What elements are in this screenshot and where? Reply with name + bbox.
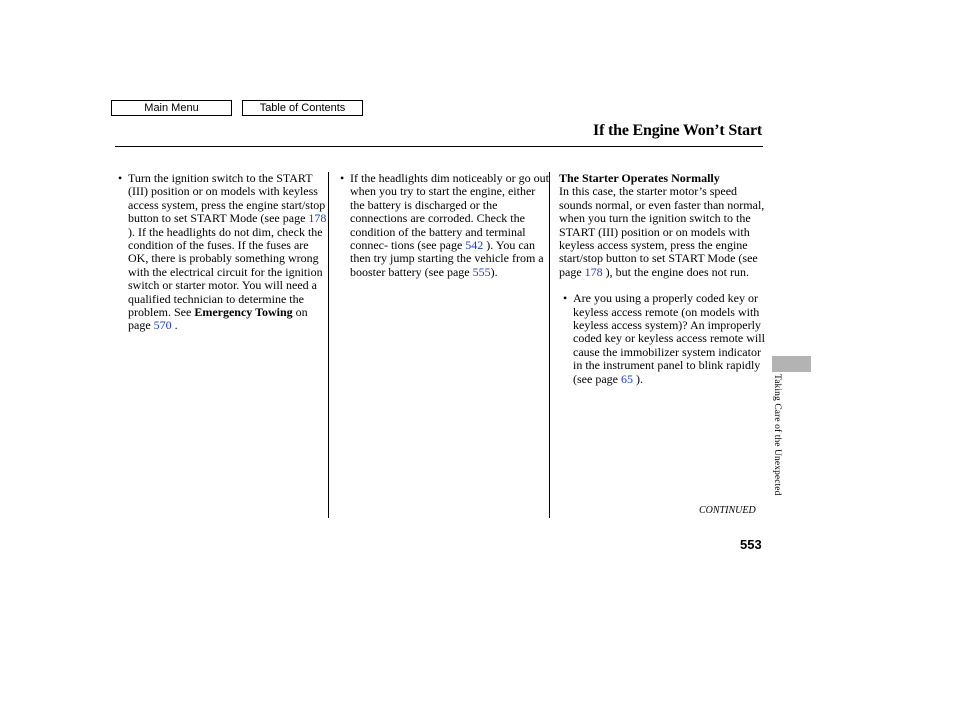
continued-label: CONTINUED	[699, 505, 756, 516]
text-segment: .	[171, 318, 178, 333]
bullet-coded-key	[563, 292, 769, 386]
text-segment: ). If the headlights do not dim, check the condition of the fuses. If the fuses are OK, there is probably something wrong with the electrical circuit for the ignition switch or starter motor. You will need a qualified technician to determine the problem. See	[128, 224, 323, 320]
page-link-570[interactable]: 570	[153, 318, 172, 333]
column-1	[118, 172, 330, 333]
page-link-65[interactable]: 65	[620, 371, 633, 386]
paragraph-starter-normal	[559, 185, 771, 279]
text-segment: If the headlights dim noticeably or go out when you try to start the engine, either the battery is discharged or the connections are corroded. Check the condition of the battery and terminal connec- tions (see page	[350, 171, 549, 253]
page-number: 553	[740, 537, 762, 552]
section-tab	[772, 356, 811, 372]
text-segment: ), but the engine does not run.	[602, 264, 749, 279]
main-menu-button[interactable]: Main Menu	[111, 100, 232, 116]
section-side-label: Taking Care of the Unexpected	[772, 374, 782, 496]
table-of-contents-button[interactable]: Table of Contents	[242, 100, 363, 116]
text-segment: Are you using a properly coded key or keyless access remote (on models with keyless access system)? An improperly coded key or keyless access remote will cause the immobilizer system indicator in the instrument panel to blink rapidly (see page	[573, 291, 765, 386]
emergency-towing-ref: Emergency Towing	[194, 305, 293, 320]
page-link-555[interactable]: 555	[472, 264, 491, 279]
text-segment: ). You can then try jump starting the vehicle from a booster battery (see page	[350, 238, 544, 279]
section-heading: The Starter Operates Normally	[559, 171, 720, 185]
bullet-headlights-dim	[340, 172, 550, 279]
page-title: If the Engine Won’t Start	[593, 122, 762, 139]
column-3	[559, 172, 771, 386]
title-divider	[115, 146, 763, 147]
page-link-178[interactable]: 178	[308, 211, 327, 226]
bullet-ignition-switch	[118, 172, 330, 333]
text-segment: Turn the ignition switch to the START (III) position or on models with keyless access system, press the engine start/stop button to set START Mode (see page	[128, 171, 326, 226]
page-link-178[interactable]: 178	[584, 264, 603, 279]
text-segment: In this case, the starter motor’s speed sounds normal, or even faster than normal, when you turn the ignition switch to the START (III) position or on models with keyless access system, press the engine start/stop button to set START Mode (see page	[559, 184, 765, 279]
page-link-542[interactable]: 542	[465, 238, 484, 253]
text-segment: ).	[490, 264, 498, 279]
text-segment: on page	[128, 305, 308, 333]
text-segment: ).	[632, 371, 643, 386]
column-2	[340, 172, 550, 279]
